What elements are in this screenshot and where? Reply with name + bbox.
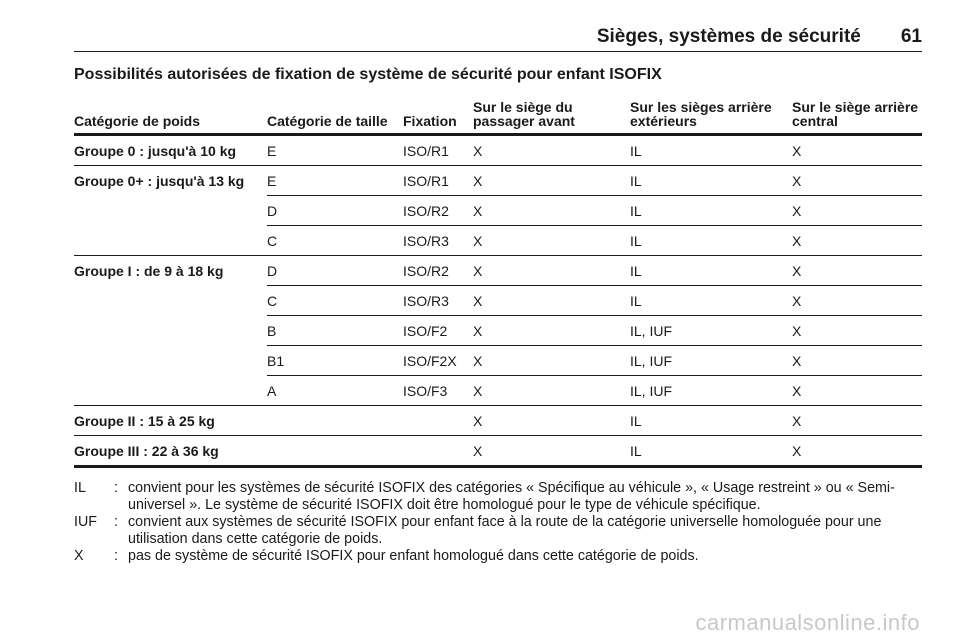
table-cell: ISO/F3 [403,376,473,406]
table-cell: X [792,346,922,376]
table-body [74,135,922,467]
table-cell [74,376,267,406]
table-cell: E [267,166,403,196]
table-cell: X [473,436,630,467]
table-cell: X [792,436,922,467]
table-cell: IL [630,196,792,226]
legend-item [74,514,922,548]
legend-term: IL [74,480,86,496]
table-cell: IL [630,226,792,256]
legend-colon: : [114,514,118,530]
legend-item [74,480,922,514]
table-cell [74,196,267,226]
table-cell: C [267,226,403,256]
table-cell: X [473,376,630,406]
table-cell: X [473,256,630,286]
table-cell: Groupe II : 15 à 25 kg [74,406,267,436]
table-row [74,436,922,467]
table-cell [74,346,267,376]
table-cell: X [792,406,922,436]
page-header [74,0,922,52]
table-cell: X [473,226,630,256]
table-cell: ISO/F2X [403,346,473,376]
table-cell: X [792,376,922,406]
page-number: 61 [900,26,922,47]
legend-text: pas de système de sécurité ISOFIX pour enfant homologué dans cette catégorie de poids. [128,548,699,564]
table-cell: ISO/R2 [403,256,473,286]
table-cell [267,436,403,467]
col-header-size: Catégorie de taille [267,100,403,135]
table-cell: ISO/R1 [403,166,473,196]
table-cell: X [473,142,483,159]
table-header-row [74,100,922,135]
table-title: Possibilités autorisées de fixation de système de sécurité pour enfant ISOFIX [74,66,662,83]
table-cell: X [792,166,922,196]
isofix-table [74,100,922,468]
table-cell: B1 [267,346,403,376]
table-cell: X [473,346,630,376]
table-cell [74,286,267,316]
table-cell: Groupe III : 22 à 36 kg [74,436,267,467]
col-header-rear-center: Sur le siège arrière central [792,100,922,135]
section-title: Sièges, systèmes de sécurité [596,26,861,47]
watermark: carmanualsonline.info [695,610,920,635]
table-row [74,135,922,166]
table-cell: X [792,316,922,346]
table-cell: X [473,286,630,316]
table-cell: ISO/R3 [403,226,473,256]
table-cell: Groupe 0+ : jusqu'à 13 kg [74,166,267,196]
manual-page [74,0,922,565]
legend-text: convient aux systèmes de sécurité ISOFIX pour enfant face à la route de la catégorie universelle homologuée pour une utilisation dans cette catégorie de poids. [128,514,882,547]
table-cell: IL, IUF [630,346,792,376]
legend [74,480,922,565]
legend-text: convient pour les systèmes de sécurité ISOFIX des catégories « Spécifique au véhicule », « Usage restreint » ou « Semi-universel ». Le système de sécurité ISOFIX doit être homologué pour le type de véhicule spécifique. [128,480,895,513]
table-cell: A [267,376,403,406]
legend-term: X [74,548,84,564]
table-cell: IL [630,142,642,159]
table-cell: E [267,142,277,159]
table-cell: X [792,256,922,286]
table-cell: IL, IUF [630,376,792,406]
table-cell [74,316,267,346]
table-cell: X [792,286,922,316]
table-cell: IL [630,166,792,196]
table-cell: X [792,226,922,256]
table-row [74,406,922,436]
table-cell [403,406,473,436]
legend-term: IUF [74,514,98,530]
table-cell: X [792,196,922,226]
table-cell: IL, IUF [630,316,792,346]
col-header-front-passenger: Sur le siège du passager avant [473,100,630,135]
table-row [74,196,922,226]
legend-colon: : [114,548,118,564]
table-cell: ISO/F2 [403,316,473,346]
table-cell: IL [630,436,792,467]
table-cell: IL [630,256,792,286]
table-cell: B [267,316,403,346]
table-cell: Groupe I : de 9 à 18 kg [74,256,267,286]
table-cell [403,436,473,467]
legend-colon: : [114,480,118,496]
table-cell: ISO/R1 [403,142,449,159]
col-header-weight: Catégorie de poids [74,100,267,135]
table-row [74,376,922,406]
col-header-rear-outer: Sur les sièges arrière extérieurs [630,100,792,135]
table-cell: D [267,256,403,286]
table-cell [267,406,403,436]
table-cell: ISO/R2 [403,196,473,226]
table-cell: ISO/R3 [403,286,473,316]
table-row [74,166,922,196]
table-row [74,316,922,346]
table-cell: X [473,406,630,436]
table-cell: Groupe 0 : jusqu'à 10 kg [74,142,237,159]
table-cell: X [473,196,630,226]
table-cell: D [267,196,403,226]
table-cell: X [473,166,630,196]
table-cell [74,226,267,256]
table-row [74,256,922,286]
table-cell: C [267,286,403,316]
col-header-fixation: Fixation [403,100,473,135]
table-row [74,346,922,376]
table-cell: IL [630,406,792,436]
table-cell: X [792,142,802,159]
legend-item [74,548,922,565]
table-cell: IL [630,286,792,316]
table-cell: X [473,316,630,346]
table-row [74,286,922,316]
table-row [74,226,922,256]
